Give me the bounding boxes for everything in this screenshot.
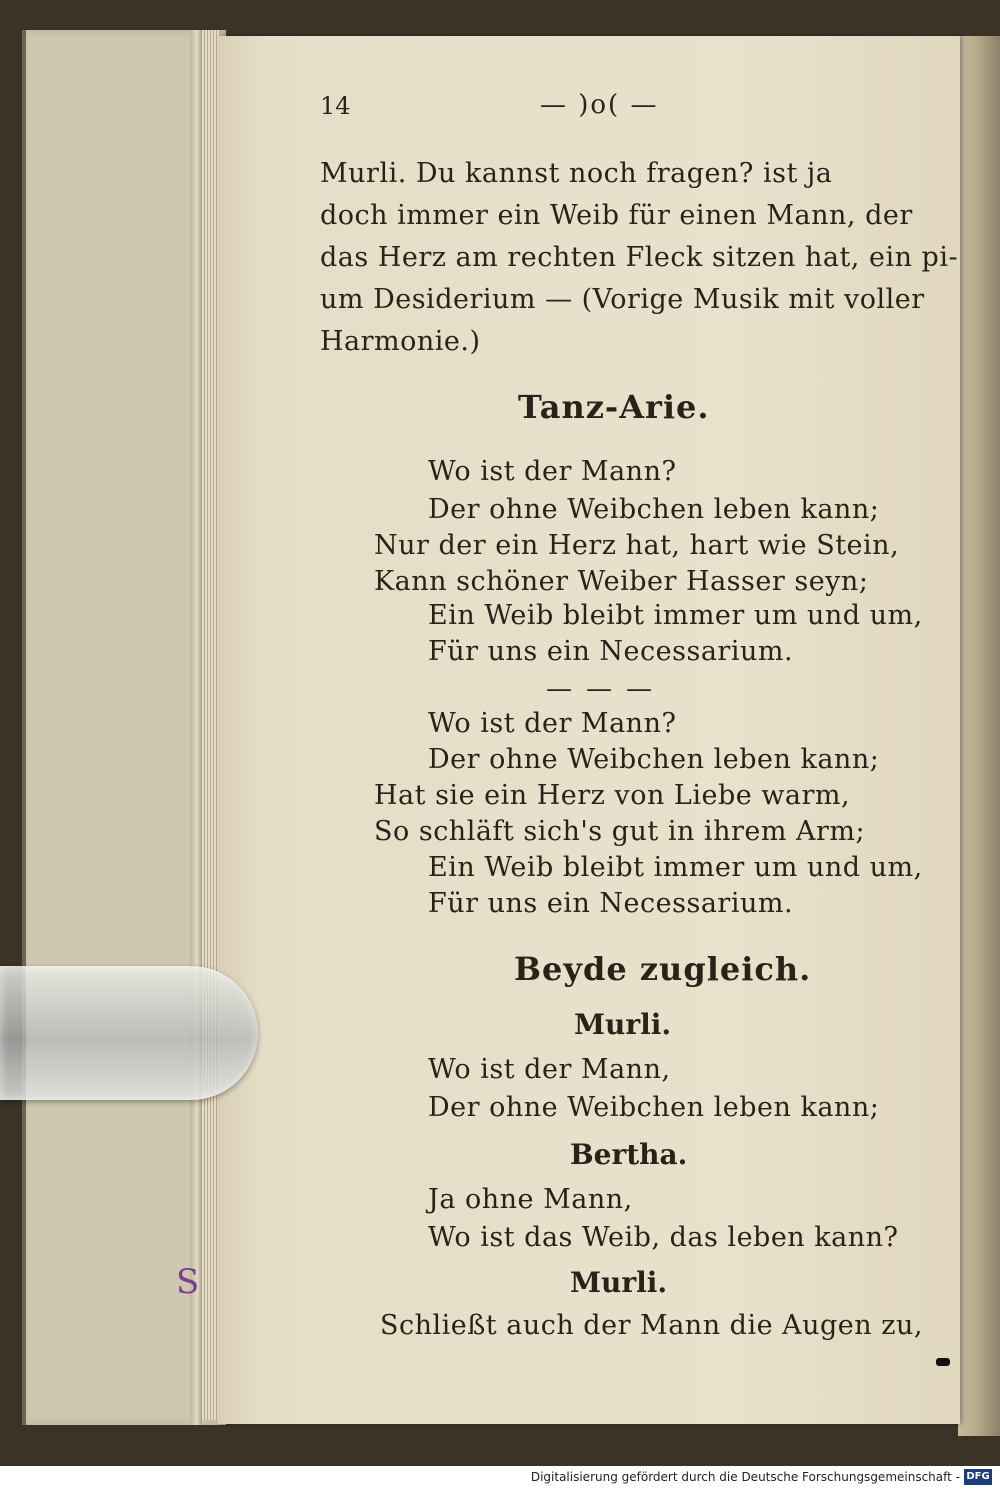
stanza-separator: ——— [546, 674, 666, 704]
verse-line: Der ohne Weibchen leben kann; [428, 494, 880, 525]
footer-bar [0, 1466, 1000, 1490]
page-number: 14 [320, 92, 351, 120]
verse-line: Wo ist das Weib, das leben kann? [428, 1222, 899, 1253]
verse-line: Ein Weib bleibt immer um und um, [428, 852, 923, 883]
verse-line: Wo ist der Mann, [428, 1054, 671, 1085]
speaker-name: Murli. [570, 1266, 668, 1299]
prose-line: das Herz am rechten Fleck sitzen hat, ein pi- [320, 242, 959, 273]
verse-line: So schläft sich's gut in ihrem Arm; [374, 816, 866, 847]
facing-page-edge [958, 36, 1000, 1436]
verse-line: Schließt auch der Mann die Augen zu, [380, 1310, 923, 1341]
speaker-name: Murli. [574, 1008, 672, 1041]
verse-line: Für uns ein Necessarium. [428, 636, 794, 667]
verse-line: Nur der ein Herz hat, hart wie Stein, [374, 530, 900, 561]
verse-line: Wo ist der Mann? [428, 456, 677, 487]
verse-line: Der ohne Weibchen leben kann; [428, 1092, 880, 1123]
verse-line: Ja ohne Mann, [428, 1184, 633, 1215]
library-stamp-mark: S [176, 1262, 200, 1302]
verse-line: Ein Weib bleibt immer um und um, [428, 600, 923, 631]
section-heading: Tanz-Arie. [518, 388, 710, 426]
prose-line: doch immer ein Weib für einen Mann, der [320, 200, 913, 231]
verse-line: Für uns ein Necessarium. [428, 888, 794, 919]
header-ornament: — )o( — [540, 90, 659, 120]
verse-line: Hat sie ein Herz von Liebe warm, [374, 780, 851, 811]
verse-line: Der ohne Weibchen leben kann; [428, 744, 880, 775]
footer-credit: Digitalisierung gefördert durch die Deutsche Forschungsgemeinschaft - [530, 1470, 960, 1484]
glass-page-clip [0, 966, 258, 1100]
dfg-logo-icon: DFG [964, 1469, 992, 1485]
verse-line: Kann schöner Weiber Hasser seyn; [374, 566, 869, 597]
speaker-name: Bertha. [570, 1138, 688, 1171]
prose-line: um Desiderium — (Vorige Musik mit voller [320, 284, 925, 315]
section-heading: Beyde zugleich. [514, 950, 812, 988]
cover-edge [190, 30, 202, 1425]
prose-line: Harmonie.) [320, 326, 481, 357]
ink-mark [936, 1358, 950, 1366]
prose-line: Murli. Du kannst noch fragen? ist ja [320, 158, 833, 189]
verse-line: Wo ist der Mann? [428, 708, 677, 739]
